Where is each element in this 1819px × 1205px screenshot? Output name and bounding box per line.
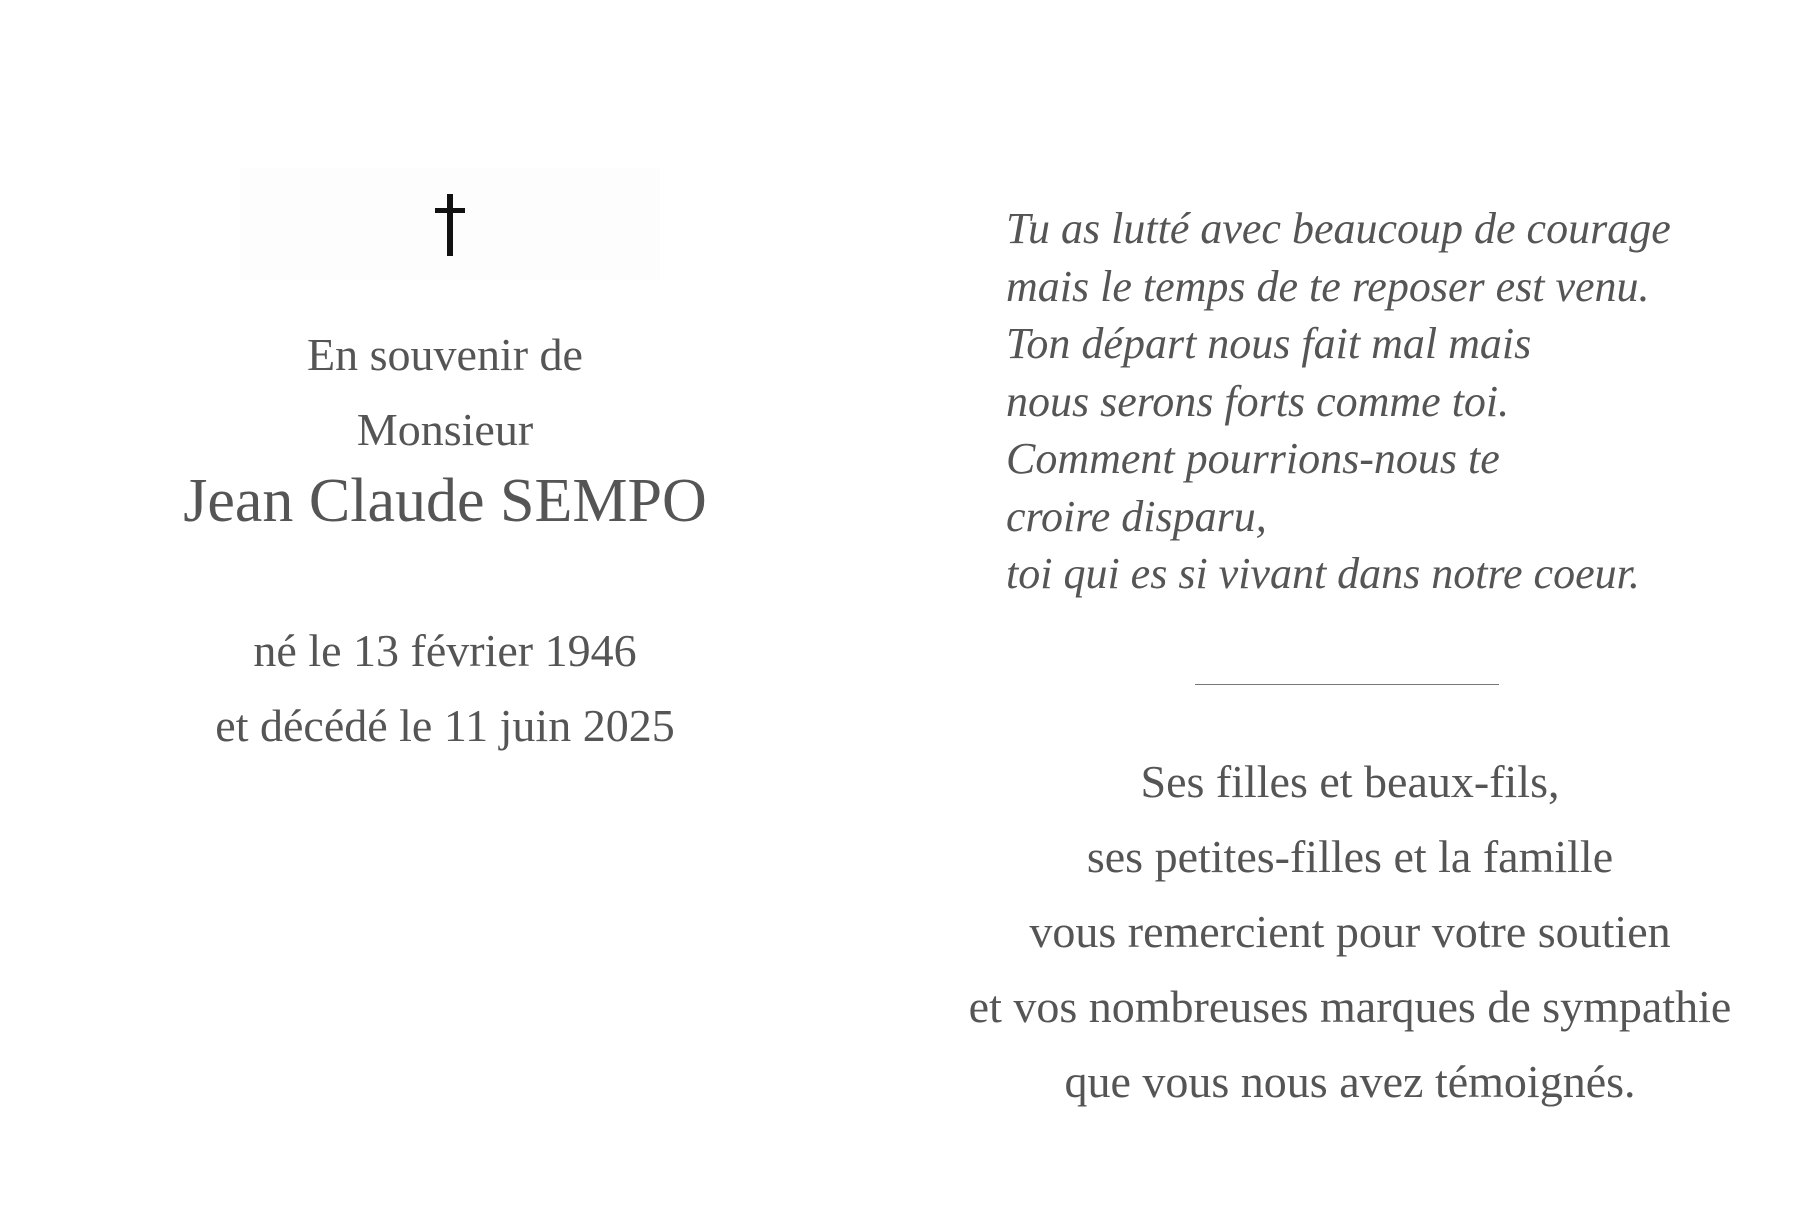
thanks-line: vous remercient pour votre soutien [1029,906,1671,957]
thanks-line: que vous nous avez témoignés. [1064,1056,1636,1107]
latin-cross-icon [435,194,465,256]
death-date: et décédé le 11 juin 2025 [215,700,675,751]
memorial-left-panel [0,0,890,1205]
thanks-line: ses petites-filles et la famille [1086,831,1614,882]
separator-line [1195,684,1499,685]
poem [1006,200,1671,603]
poem-line: Tu as lutté avec beaucoup de courage [1006,204,1671,253]
birth-date: né le 13 février 1946 [253,625,637,676]
thanks-line: Ses filles et beaux-fils, [1140,756,1560,807]
poem-line: Ton départ nous fait mal mais [1006,319,1532,368]
thanks-line: et vos nombreuses marques de sympathie [968,981,1732,1032]
poem-line: toi qui es si vivant dans notre coeur. [1006,549,1640,598]
honorific-text: Monsieur [356,404,534,455]
in-memory-text: En souvenir de [307,329,583,380]
poem-line: nous serons forts comme toi. [1006,376,1510,426]
poem-line: croire disparu, [1006,491,1267,541]
poem-line: Comment pourrions-nous te [1006,434,1500,483]
poem-line: mais le temps de te reposer est venu. [1006,261,1650,311]
deceased-name: Jean Claude SEMPO [183,467,707,535]
cross-area [240,168,660,280]
